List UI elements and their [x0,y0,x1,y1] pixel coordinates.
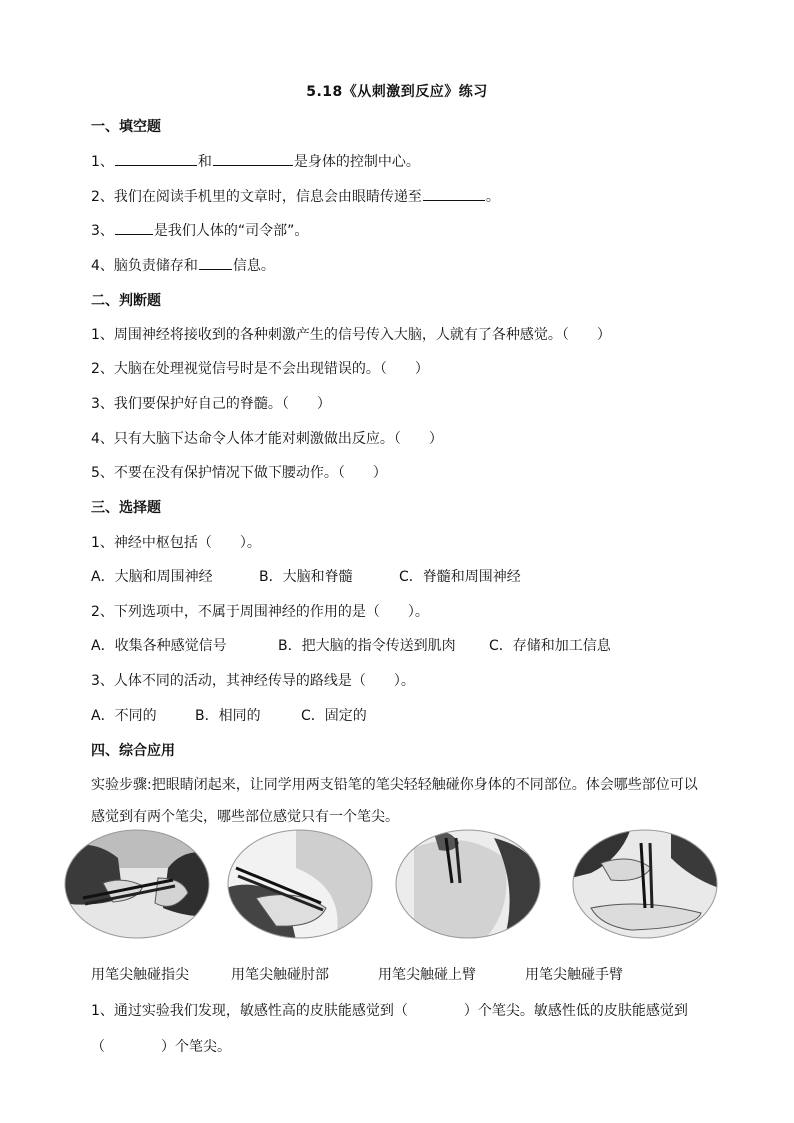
choice-options-1 [91,566,521,586]
question-text: 是身体的控制中心。 [293,154,420,170]
judge-question-2: 2、大脑在处理视觉信号时是不会出现错误的。（ ） [91,361,429,377]
question-number: 1、 [91,154,114,170]
photo-caption-forearm: 用笔尖触碰手臂 [525,967,623,983]
choice-option-c[interactable]: C．固定的 [301,708,367,724]
question-number: 3、 [91,223,114,239]
answer-blank[interactable] [213,151,293,166]
question-text: 4、脑负责储存和 [91,258,198,274]
answer-blank[interactable] [423,186,485,201]
photo-caption-elbow: 用笔尖触碰肘部 [231,967,329,983]
section-heading-multiple-choice: 三、选择题 [91,500,161,516]
judge-question-1: 1、周围神经将接收到的各种刺激产生的信号传入大脑，人就有了各种感觉。（ ） [91,327,611,343]
choice-option-b[interactable]: B．大脑和脊髓 [259,569,353,585]
choice-option-b[interactable]: B．把大脑的指令传送到肌肉 [278,638,456,654]
choice-question-3: 3、人体不同的活动，其神经传导的路线是（ ）。 [91,673,415,689]
forearm-illustration [571,828,719,940]
choice-options-3 [91,705,367,725]
fingertip-illustration [63,828,211,940]
elbow-test-photo [226,828,374,940]
choice-question-2: 2、下列选项中，不属于周围神经的作用的是（ ）。 [91,604,429,620]
fill-question-4 [91,255,275,275]
question-text: 信息。 [232,258,275,274]
judge-question-3: 3、我们要保护好自己的脊髓。（ ） [91,396,331,412]
experiment-steps-line-1: 实验步骤:把眼睛闭起来，让同学用两支铅笔的笔尖轻轻触碰你身体的不同部位。体会哪些部位可以 [91,777,698,793]
judge-question-5: 5、不要在没有保护情况下做下腰动作。（ ） [91,465,387,481]
application-question-1-line-1: 1、通过实验我们发现，敏感性高的皮肤能感觉到（ ）个笔尖。敏感性低的皮肤能感觉到 [91,1003,688,1019]
choice-option-a[interactable]: A．大脑和周围神经 [91,569,213,585]
upper-arm-test-photo [394,828,542,940]
answer-blank[interactable] [199,255,232,270]
upper-arm-illustration [394,828,542,940]
section-heading-true-false: 二、判断题 [91,293,161,309]
choice-option-b[interactable]: B．相同的 [195,708,261,724]
question-text: 。 [485,189,500,205]
photo-caption-upper-arm: 用笔尖触碰上臂 [378,967,476,983]
section-heading-fill-in: 一、填空题 [91,119,161,135]
experiment-steps-line-2: 感觉到有两个笔尖，哪些部位感觉只有一个笔尖。 [91,809,399,825]
application-question-1-line-2: （ ）个笔尖。 [91,1039,231,1055]
photo-caption-fingertip: 用笔尖触碰指尖 [91,967,189,983]
answer-blank[interactable] [115,151,197,166]
page-title: 5.18《从刺激到反应》练习 [306,84,488,100]
fill-question-2 [91,186,500,206]
fill-question-3 [91,220,308,240]
choice-option-a[interactable]: A．不同的 [91,708,157,724]
judge-question-4: 4、只有大脑下达命令人体才能对刺激做出反应。（ ） [91,431,443,447]
choice-option-c[interactable]: C．脊髓和周围神经 [399,569,521,585]
fingertip-test-photo [63,828,211,940]
choice-options-2 [91,635,611,655]
choice-question-1: 1、神经中枢包括（ ）。 [91,535,261,551]
section-heading-application: 四、综合应用 [91,743,175,759]
elbow-illustration [226,828,374,940]
question-text: 2、我们在阅读手机里的文章时，信息会由眼睛传递至 [91,189,422,205]
question-text: 是我们人体的“司令部”。 [153,223,309,239]
fill-question-1 [91,151,420,171]
choice-option-a[interactable]: A．收集各种感觉信号 [91,638,227,654]
question-text: 和 [197,154,212,170]
answer-blank[interactable] [115,220,153,235]
forearm-test-photo [571,828,719,940]
choice-option-c[interactable]: C．存储和加工信息 [489,638,611,654]
